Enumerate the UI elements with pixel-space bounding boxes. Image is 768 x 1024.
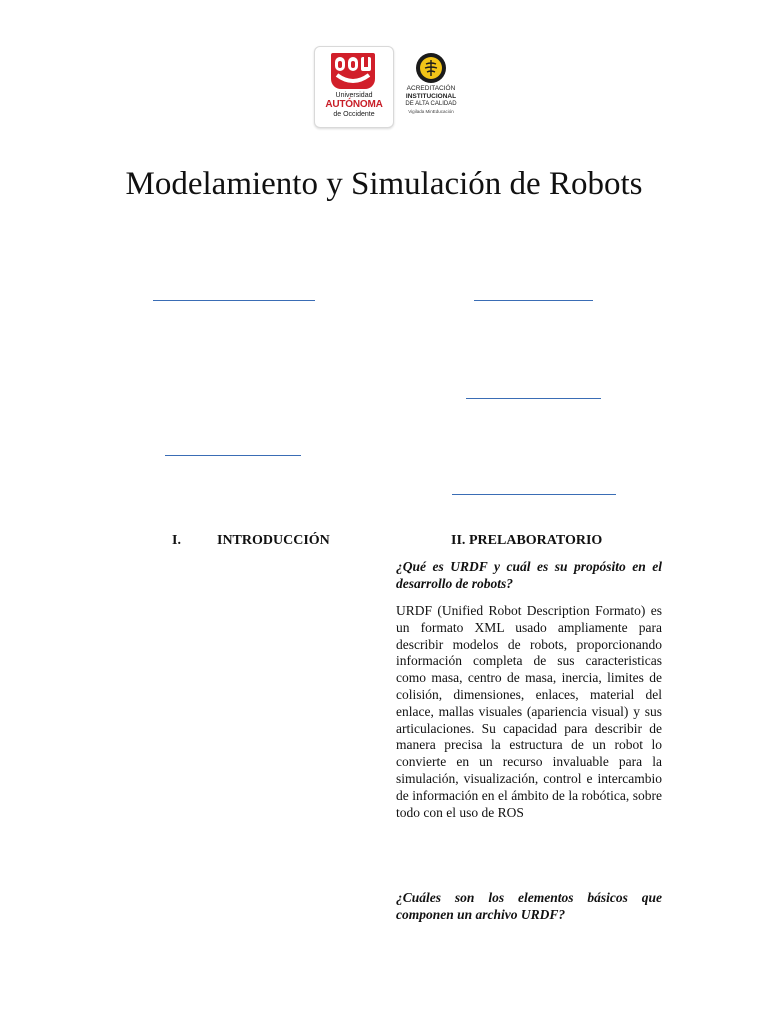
section-number: II. bbox=[451, 533, 466, 548]
accreditation-seal-icon bbox=[415, 52, 447, 84]
university-monogram-icon bbox=[331, 53, 375, 89]
section-title: PRELABORATORIO bbox=[469, 533, 603, 548]
university-name-line1: Universidad bbox=[335, 92, 373, 99]
author-line[interactable] bbox=[452, 494, 616, 495]
author-line[interactable] bbox=[165, 455, 301, 456]
university-name-line2: AUTÓNOMA bbox=[325, 99, 383, 110]
university-name-line3: de Occidente bbox=[333, 111, 375, 118]
prelab-question-1: ¿Qué es URDF y cuál es su propósito en el desarrollo de robots? bbox=[396, 559, 662, 591]
prelab-question-2: ¿Cuáles son los elementos básicos que componen un archivo URDF? bbox=[396, 890, 662, 922]
accreditation-line3: DE ALTA CALIDAD bbox=[405, 101, 457, 107]
section-title: INTRODUCCIÓN bbox=[217, 533, 330, 548]
accreditation-line2: INSTITUCIONAL bbox=[405, 93, 457, 100]
university-logo bbox=[314, 46, 394, 128]
document-title: Modelamiento y Simulación de Robots bbox=[125, 166, 643, 202]
accreditation-line1: ACREDITACIÓN bbox=[406, 85, 456, 92]
author-line[interactable] bbox=[474, 300, 593, 301]
author-line[interactable] bbox=[466, 398, 601, 399]
accreditation-logo bbox=[400, 50, 462, 126]
prelab-answer-1: URDF (Unified Robot Description Formato) es un formato XML usado ampliamente para describir modelos de robots, proporcionando información completa de sus caracteristicas como masa, centro de masa, inercia, limites de colisión, dimensiones, enlaces, material del enlace, mallas visuales (apariencia visual) y sus articulaciones. Su capacidad para describir de manera precisa la estructura de un robot lo convierte en un recurso invaluable para la simulación, visualización, control e intercambio de información en el ámbito de la robótica, sobre todo con el uso de ROS bbox=[396, 603, 662, 820]
author-line[interactable] bbox=[153, 300, 315, 301]
section-number: I. bbox=[172, 533, 181, 548]
accreditation-line4: Vigilada MinEducación bbox=[408, 109, 454, 114]
university-shield-icon bbox=[331, 53, 375, 89]
